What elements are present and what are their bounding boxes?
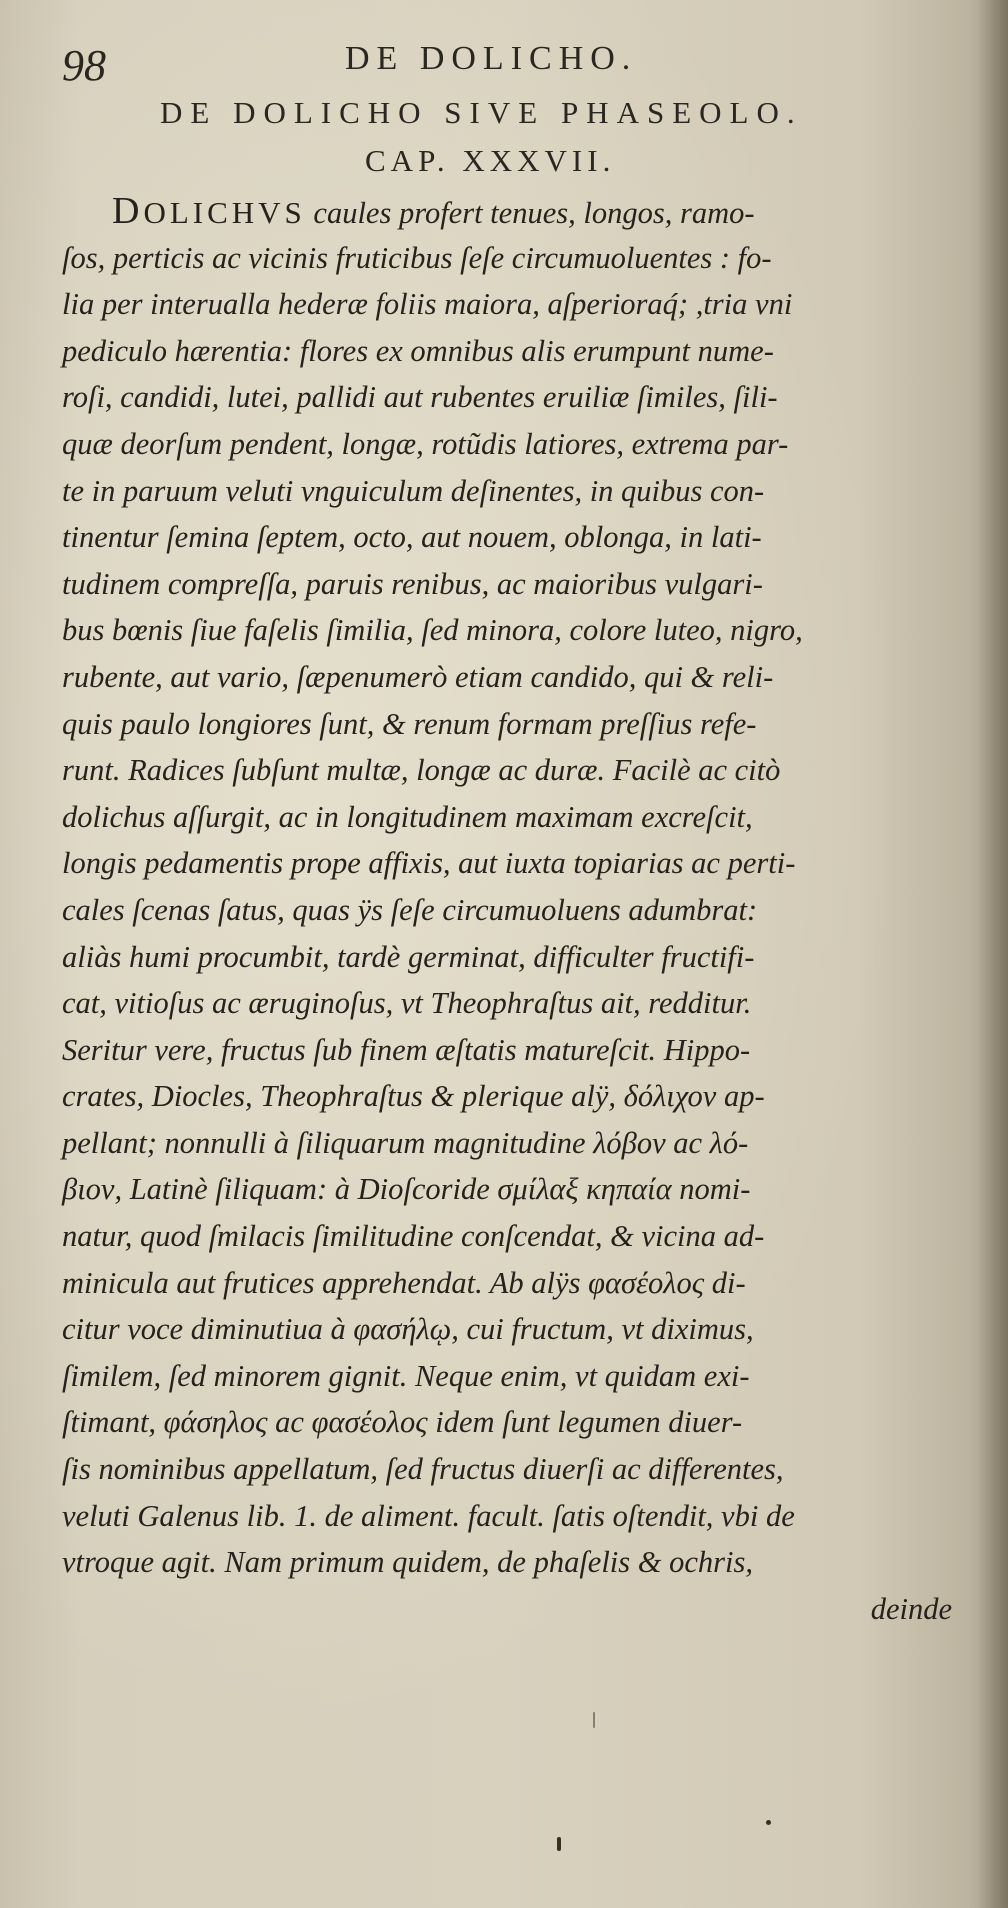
text-line — [62, 188, 952, 235]
text-line: aliàs humi procumbit, tardè germinat, difficulter fructifi- — [62, 939, 755, 974]
chapter-number: CAP. XXXVII. — [365, 143, 616, 178]
chapter-title: DE DOLICHO SIVE PHASEOLO. — [160, 95, 803, 130]
text-line: tudinem compreſſa, paruis renibus, ac maioribus vulgari- — [62, 566, 763, 601]
body-text — [62, 188, 952, 1632]
text-line: ſos, perticis ac vicinis fruticibus ſeſe circumuoluentes : fo- — [62, 240, 772, 275]
text-line: roſi, candidi, lutei, pallidi aut rubentes eruiliæ ſimiles, ſili- — [62, 380, 778, 415]
ink-speck — [557, 1837, 561, 1851]
incipit-rest: OLICHVS — [143, 195, 306, 230]
text-line-content: caules profert tenues, longos, ramo- — [305, 196, 755, 230]
text-line: ſimilem, ſed minorem gignit. Neque enim, vt quidam exi- — [62, 1358, 750, 1393]
text-line: pediculo hærentia: flores ex omnibus alis erumpunt nume- — [62, 333, 774, 368]
text-line: crates, Diocles, Theophraſtus & plerique alÿ, δόλιχον ap- — [62, 1079, 765, 1114]
text-line: runt. Radices ſubſunt multæ, longæ ac duræ. Facilè ac citò — [62, 753, 781, 788]
text-line: minicula aut frutices apprehendat. Ab alÿs φασέολος di- — [62, 1265, 746, 1300]
text-line: natur, quod ſmilacis ſimilitudine conſcendat, & vicina ad- — [62, 1219, 765, 1254]
page-edge-shadow — [978, 0, 1008, 1908]
text-line: quis paulo longiores ſunt, & renum formam preſſius refe- — [62, 706, 757, 741]
ink-speck — [593, 1712, 595, 1728]
incipit — [112, 190, 306, 232]
text-line: cat, vitioſus ac æruginoſus, vt Theophraſtus ait, redditur. — [62, 986, 752, 1021]
page-number: 98 — [62, 41, 106, 90]
text-line: quæ deorſum pendent, longæ, rotũdis latiores, extrema par- — [62, 426, 789, 461]
text-line: pellant; nonnulli à ſiliquarum magnitudine λόβον ac λό- — [62, 1125, 749, 1160]
text-line: longis pedamentis prope affixis, aut iuxta topiarias ac perti- — [62, 846, 796, 881]
text-line: citur voce diminutiua à φασήλῳ, cui fructum, vt diximus, — [62, 1312, 754, 1347]
ink-speck — [766, 1820, 771, 1825]
text-line: cales ſcenas ſatus, quas ÿs ſeſe circumuoluens adumbrat: — [62, 892, 758, 927]
text-line: vtroque agit. Nam primum quidem, de phaſelis & ochris, — [62, 1545, 754, 1580]
initial-capital: D — [112, 190, 144, 232]
text-line: rubente, aut vario, ſæpenumerò etiam candido, qui & reli- — [62, 659, 774, 694]
running-head: DE DOLICHO. — [345, 40, 638, 77]
text-line: ſis nominibus appellatum, ſed fructus diuerſi ac differentes, — [62, 1452, 784, 1487]
catchword: deinde — [870, 1591, 952, 1626]
text-line: lia per interualla hederæ foliis maiora, aſperioraq́; ,tria vni — [62, 287, 793, 322]
text-line: βιον, Latinè ſiliquam: à Dioſcoride σμίλαξ κηπαία nomi- — [62, 1172, 751, 1207]
text-line: veluti Galenus lib. 1. de aliment. facult. ſatis oſtendit, vbi de — [62, 1498, 795, 1533]
text-line: dolichus aſſurgit, ac in longitudinem maximam excreſcit, — [62, 799, 753, 834]
text-line: te in paruum veluti vnguiculum deſinentes, in quibus con- — [62, 473, 765, 508]
text-line: Seritur vere, fructus ſub finem æſtatis matureſcit. Hippo- — [62, 1032, 751, 1067]
text-line: ſtimant, φάσηλος ac φασέολος idem ſunt legumen diuer- — [62, 1405, 743, 1440]
text-line: tinentur ſemina ſeptem, octo, aut nouem, oblonga, in lati- — [62, 520, 762, 555]
text-line: bus bœnis ſiue faſelis ſimilia, ſed minora, colore luteo, nigro, — [62, 613, 803, 648]
